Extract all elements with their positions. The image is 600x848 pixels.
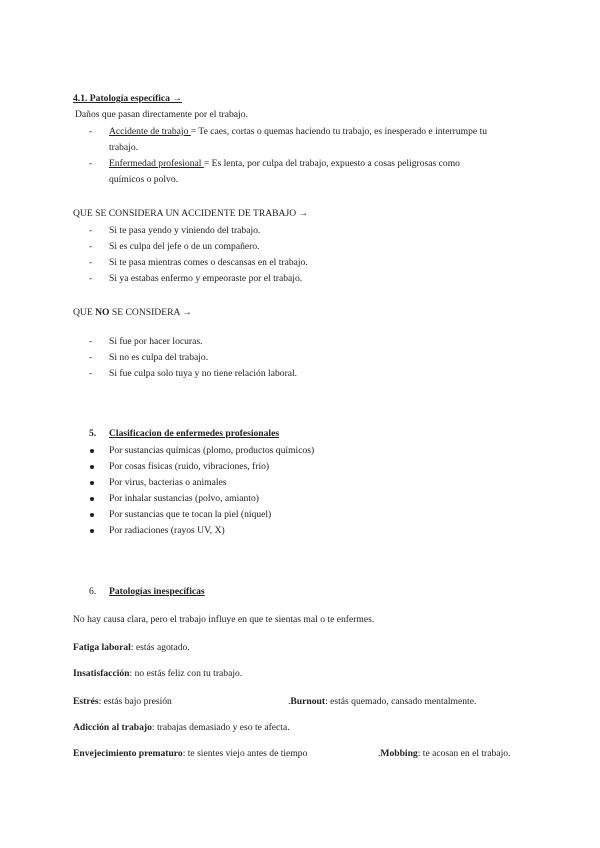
section-4-1-intro: Daños que pasan directamente por el trabajo. — [75, 109, 248, 120]
list-item: - Si fue culpa solo tuya y no tiene relación laboral. — [73, 366, 533, 382]
section-4-1-heading: 4.1. Patología específica → — [73, 93, 182, 104]
list-item: - Si es culpa del jefe o de un compañero. — [73, 239, 533, 255]
fatiga-laboral: Fatiga laboral: estás agotado. — [73, 642, 190, 653]
list-item — [73, 124, 533, 156]
accidente-desc: = Te caes, cortas o quemas haciendo tu trabajo, es inesperado e interrumpe tu — [190, 126, 488, 137]
section-5-number: 5. — [89, 428, 97, 439]
section-6-intro: No hay causa clara, pero el trabajo influye en que te sientas mal o te enfermes. — [73, 614, 375, 625]
enfermedad-desc: = Es lenta, por culpa del trabajo, expuesto a cosas peligrosas como — [203, 158, 460, 169]
accidente-heading: QUE SE CONSIDERA UN ACCIDENTE DE TRABAJO → — [73, 208, 309, 219]
list-item: Por radiaciones (rayos UV, X) — [73, 523, 533, 539]
list-item — [73, 156, 533, 188]
adiccion-trabajo: Adicción al trabajo: trabajas demasiado y eso te afecta. — [73, 722, 290, 733]
list-item: Por inhalar sustancias (polvo, amianto) — [73, 491, 533, 507]
enfermedad-desc-cont: químicos o polvo. — [109, 174, 179, 185]
accidente-term: Accidente de trabajo — [109, 126, 191, 137]
list-item: - Si te pasa yendo y viniendo del trabajo. — [73, 223, 533, 239]
no-considera-heading: QUE NO SE CONSIDERA → — [73, 307, 192, 318]
estres-burnout-row — [73, 694, 543, 710]
list-item: - Si no es culpa del trabajo. — [73, 350, 533, 366]
envejecimiento-mobbing-row — [73, 746, 543, 762]
insatisfaccion: Insatisfacción: no estás feliz con tu trabajo. — [73, 668, 243, 679]
list-item: Por sustancias que te tocan la piel (níquel) — [73, 507, 533, 523]
enfermedad-term: Enfermedad profesional — [109, 158, 204, 169]
burnout: .Burnout: estás quemado, cansado mentalmente. — [288, 696, 477, 707]
list-item: Por sustancias químicas (plomo, productos químicos) — [73, 443, 533, 459]
no-considera-list — [73, 334, 533, 382]
section-4-1-list — [73, 124, 533, 188]
list-item: Por virus, bacterias o animales — [73, 475, 533, 491]
estres: Estrés: estás bajo presión — [73, 696, 172, 707]
accidente-list — [73, 223, 533, 287]
section-6-number: 6. — [89, 586, 97, 597]
section-6-title: Patologías inespecíficas — [109, 586, 205, 597]
mobbing: .Mobbing: te acosan en el trabajo. — [378, 748, 511, 759]
section-5-list — [73, 443, 533, 539]
section-5-title: Clasificacion de enfermedes profesionales — [109, 428, 280, 439]
list-item: - Si fue por hacer locuras. — [73, 334, 533, 350]
accidente-desc-cont: trabajo. — [109, 142, 139, 153]
list-item: - Si te pasa mientras comes o descansas en el trabajo. — [73, 255, 533, 271]
envejecimiento: Envejecimiento prematuro: te sientes viejo antes de tiempo — [73, 748, 308, 759]
list-item: Por cosas físicas (ruido, vibraciones, frío) — [73, 459, 533, 475]
list-item: - Si ya estabas enfermo y empeoraste por el trabajo. — [73, 271, 533, 287]
section-4-1-title — [73, 91, 533, 107]
